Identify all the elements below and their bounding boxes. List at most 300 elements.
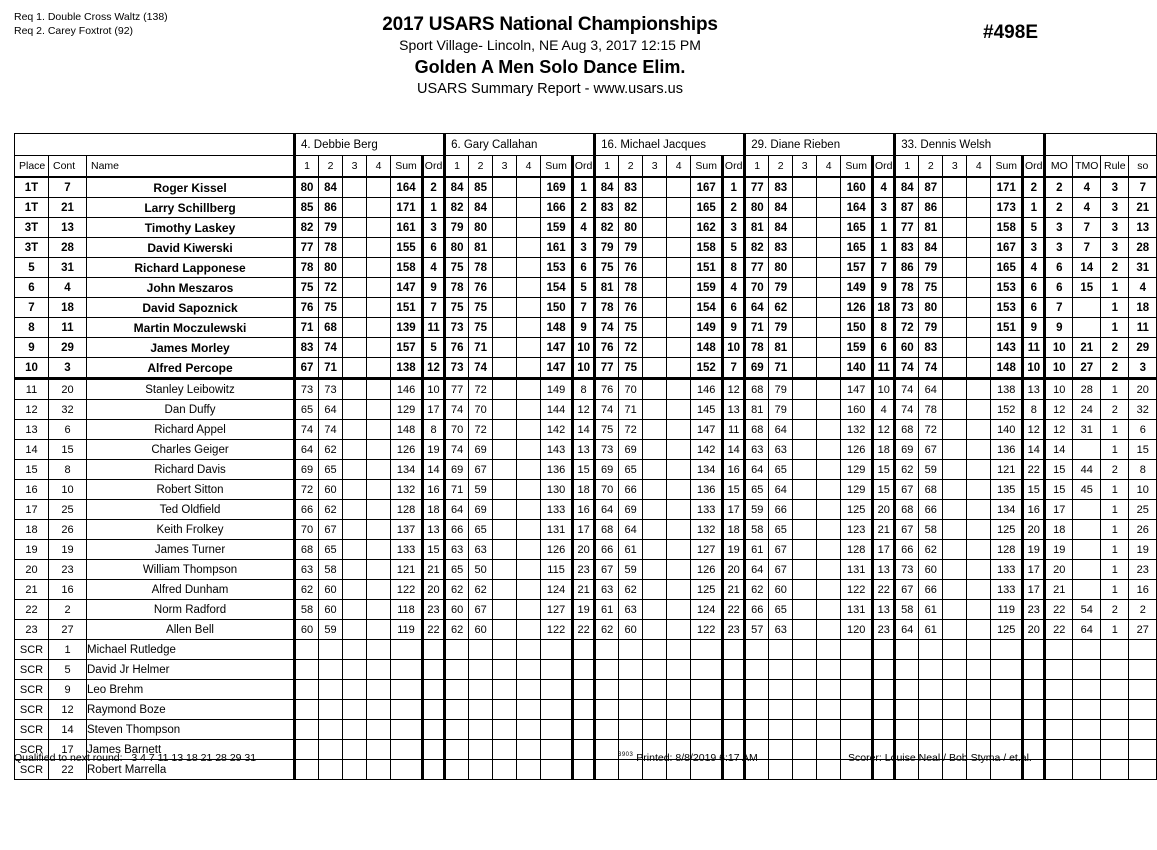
cell-tmo: 64 (1073, 620, 1101, 640)
cell-skater-name: Dan Duffy (87, 400, 295, 420)
cell-j4-4 (817, 760, 841, 780)
cell-j4-sum: 123 (841, 520, 873, 540)
cell-j3-3 (643, 680, 667, 700)
cell-j5-sum (991, 720, 1023, 740)
cell-j5-2: 79 (919, 258, 943, 278)
cell-j5-2: 68 (919, 480, 943, 500)
cell-j1-3 (343, 660, 367, 680)
cell-so: 4 (1129, 278, 1157, 298)
cell-j4-4 (817, 198, 841, 218)
cell-j5-1: 62 (895, 460, 919, 480)
cell-j3-ord: 21 (723, 580, 745, 600)
cell-j3-2: 60 (619, 620, 643, 640)
cell-cont: 17 (49, 740, 87, 760)
cell-j3-4 (667, 500, 691, 520)
cell-j5-3 (943, 540, 967, 560)
cell-cont: 13 (49, 218, 87, 238)
cell-j4-3 (793, 338, 817, 358)
cell-j3-1: 62 (595, 620, 619, 640)
cell-so: 8 (1129, 460, 1157, 480)
cell-j5-4 (967, 258, 991, 278)
cell-cont: 29 (49, 338, 87, 358)
cell-j4-3 (793, 560, 817, 580)
cell-j5-sum: 167 (991, 238, 1023, 258)
cell-j1-4 (367, 600, 391, 620)
cell-j2-3 (493, 720, 517, 740)
cell-j1-ord: 2 (423, 177, 445, 198)
cell-j3-1: 69 (595, 460, 619, 480)
cell-j4-1 (745, 640, 769, 660)
cell-j1-sum: 139 (391, 318, 423, 338)
cell-j1-ord: 7 (423, 298, 445, 318)
cell-j2-sum: 149 (541, 379, 573, 400)
cell-j5-ord: 12 (1023, 420, 1045, 440)
table-row (15, 560, 1157, 580)
cell-j5-1 (895, 660, 919, 680)
cell-j3-sum: 136 (691, 480, 723, 500)
cell-j5-sum: 133 (991, 560, 1023, 580)
cell-j5-sum: 151 (991, 318, 1023, 338)
cell-j5-4 (967, 400, 991, 420)
cell-j3-1 (595, 640, 619, 660)
cell-j5-2: 66 (919, 580, 943, 600)
cell-j1-2: 78 (319, 238, 343, 258)
cell-j1-sum: 171 (391, 198, 423, 218)
cell-j5-4 (967, 700, 991, 720)
cell-j1-4 (367, 298, 391, 318)
cell-j2-ord: 20 (573, 540, 595, 560)
cell-skater-name: Allen Bell (87, 620, 295, 640)
cell-j2-4 (517, 258, 541, 278)
cell-j4-ord: 20 (873, 500, 895, 520)
cell-j4-1: 78 (745, 338, 769, 358)
cell-j4-sum: 122 (841, 580, 873, 600)
column-header-j2-3: 3 (493, 156, 517, 178)
cell-j1-1: 71 (295, 318, 319, 338)
cell-j5-1 (895, 640, 919, 660)
cell-j3-2 (619, 700, 643, 720)
column-header-j3-ord: Ord (723, 156, 745, 178)
cell-tmo (1073, 640, 1101, 660)
cell-tmo (1073, 560, 1101, 580)
cell-j4-3 (793, 460, 817, 480)
cell-skater-name: David Sapoznick (87, 298, 295, 318)
cell-tmo: 7 (1073, 238, 1101, 258)
cell-so: 10 (1129, 480, 1157, 500)
cell-skater-name: Martin Moczulewski (87, 318, 295, 338)
cell-rule (1101, 720, 1129, 740)
cell-j2-4 (517, 177, 541, 198)
cell-j5-4 (967, 720, 991, 740)
table-row (15, 177, 1157, 198)
cell-j4-ord: 8 (873, 318, 895, 338)
cell-j5-3 (943, 520, 967, 540)
cell-j1-sum: 155 (391, 238, 423, 258)
cell-j5-1: 64 (895, 620, 919, 640)
cell-skater-name: Steven Thompson (87, 720, 295, 740)
cell-j4-sum: 140 (841, 358, 873, 379)
cell-cont: 27 (49, 620, 87, 640)
cell-j1-4 (367, 660, 391, 680)
cell-cont: 26 (49, 520, 87, 540)
cell-j1-sum (391, 740, 423, 760)
cell-j4-ord (873, 660, 895, 680)
cell-j5-2: 83 (919, 338, 943, 358)
cell-j3-1: 79 (595, 238, 619, 258)
cell-j1-1: 67 (295, 358, 319, 379)
cell-j3-4 (667, 177, 691, 198)
cell-j1-1: 58 (295, 600, 319, 620)
cell-j1-ord: 4 (423, 258, 445, 278)
cell-j5-2 (919, 640, 943, 660)
cell-j4-1: 77 (745, 258, 769, 278)
cell-j2-3 (493, 198, 517, 218)
cell-j1-4 (367, 338, 391, 358)
cell-j3-4 (667, 338, 691, 358)
cell-j5-1: 78 (895, 278, 919, 298)
cell-rule: 1 (1101, 420, 1129, 440)
cell-mo: 21 (1045, 580, 1073, 600)
cell-j3-sum: 159 (691, 278, 723, 298)
cell-j1-ord (423, 760, 445, 780)
cell-j2-1: 79 (445, 218, 469, 238)
cell-j1-ord: 21 (423, 560, 445, 580)
cell-j3-4 (667, 400, 691, 420)
cell-mo: 15 (1045, 480, 1073, 500)
cell-j5-3 (943, 720, 967, 740)
cell-j4-1: 81 (745, 400, 769, 420)
cell-j5-4 (967, 358, 991, 379)
cell-j2-2: 75 (469, 318, 493, 338)
cell-place: SCR (15, 760, 49, 780)
cell-j1-2: 68 (319, 318, 343, 338)
cell-j4-4 (817, 258, 841, 278)
judge-name-2: 6. Gary Callahan (445, 134, 595, 156)
cell-j3-1: 78 (595, 298, 619, 318)
cell-j3-2: 64 (619, 520, 643, 540)
cell-j2-1: 84 (445, 177, 469, 198)
cell-j3-4 (667, 660, 691, 680)
report-header (0, 0, 1100, 118)
cell-tmo: 15 (1073, 278, 1101, 298)
cell-j2-sum: 130 (541, 480, 573, 500)
cell-j1-2: 64 (319, 400, 343, 420)
cell-j5-1: 69 (895, 440, 919, 460)
cell-j3-3 (643, 700, 667, 720)
cell-cont: 16 (49, 580, 87, 600)
cell-j3-1: 68 (595, 520, 619, 540)
cell-j4-4 (817, 338, 841, 358)
cell-tmo (1073, 298, 1101, 318)
cell-j1-3 (343, 620, 367, 640)
cell-j1-ord: 15 (423, 540, 445, 560)
cell-rule (1101, 740, 1129, 760)
cell-skater-name: Robert Marrella (87, 760, 295, 780)
cell-j1-2: 60 (319, 600, 343, 620)
cell-place: 13 (15, 420, 49, 440)
cell-place: 21 (15, 580, 49, 600)
cell-j2-2 (469, 700, 493, 720)
cell-j4-2: 63 (769, 620, 793, 640)
table-row (15, 700, 1157, 720)
cell-place: 1T (15, 198, 49, 218)
cell-j5-ord: 13 (1023, 379, 1045, 400)
cell-j1-2: 75 (319, 298, 343, 318)
cell-j5-1: 73 (895, 560, 919, 580)
cell-j3-ord: 20 (723, 560, 745, 580)
cell-j4-1: 64 (745, 298, 769, 318)
cell-j2-4 (517, 600, 541, 620)
cell-j3-3 (643, 177, 667, 198)
cell-j3-3 (643, 560, 667, 580)
cell-j1-4 (367, 358, 391, 379)
cell-j5-2: 72 (919, 420, 943, 440)
cell-j3-2 (619, 660, 643, 680)
table-row (15, 680, 1157, 700)
cell-j2-4 (517, 760, 541, 780)
cell-j4-2: 60 (769, 580, 793, 600)
cell-tmo: 7 (1073, 218, 1101, 238)
cell-j1-4 (367, 238, 391, 258)
cell-mo: 12 (1045, 400, 1073, 420)
cell-j1-sum: 148 (391, 420, 423, 440)
cell-j4-3 (793, 198, 817, 218)
cell-j3-1: 75 (595, 420, 619, 440)
cell-j2-sum: 143 (541, 440, 573, 460)
cell-j4-4 (817, 318, 841, 338)
cell-mo (1045, 760, 1073, 780)
cell-j4-ord: 18 (873, 298, 895, 318)
cell-j3-3 (643, 338, 667, 358)
cell-so (1129, 700, 1157, 720)
cell-j2-ord (573, 720, 595, 740)
cell-j3-sum: 165 (691, 198, 723, 218)
cell-j4-sum (841, 700, 873, 720)
cell-j1-ord: 9 (423, 278, 445, 298)
cell-j4-3 (793, 660, 817, 680)
cell-j1-1 (295, 700, 319, 720)
cell-j2-4 (517, 400, 541, 420)
cell-j4-sum: 129 (841, 460, 873, 480)
cell-cont: 25 (49, 500, 87, 520)
cell-j1-3 (343, 540, 367, 560)
cell-j2-1 (445, 760, 469, 780)
cell-j3-2: 61 (619, 540, 643, 560)
cell-j5-3 (943, 460, 967, 480)
cell-mo (1045, 660, 1073, 680)
cell-j5-4 (967, 640, 991, 660)
cell-j3-sum: 151 (691, 258, 723, 278)
cell-j3-4 (667, 700, 691, 720)
cell-j1-sum: 138 (391, 358, 423, 379)
cell-j5-4 (967, 318, 991, 338)
cell-j5-4 (967, 420, 991, 440)
table-row (15, 600, 1157, 620)
cell-j1-ord (423, 640, 445, 660)
cell-mo: 17 (1045, 500, 1073, 520)
cell-so: 13 (1129, 218, 1157, 238)
cell-j4-ord: 13 (873, 560, 895, 580)
cell-rule: 1 (1101, 298, 1129, 318)
cell-j2-4 (517, 278, 541, 298)
cell-j1-ord (423, 700, 445, 720)
cell-j2-ord: 1 (573, 177, 595, 198)
cell-j4-3 (793, 379, 817, 400)
cell-j5-4 (967, 540, 991, 560)
cell-mo: 3 (1045, 218, 1073, 238)
cell-j1-4 (367, 760, 391, 780)
cell-place: 15 (15, 460, 49, 480)
cell-mo: 6 (1045, 278, 1073, 298)
cell-skater-name: Ted Oldfield (87, 500, 295, 520)
cell-j3-2 (619, 720, 643, 740)
cell-j4-1: 81 (745, 218, 769, 238)
cell-j5-sum: 136 (991, 440, 1023, 460)
cell-j4-3 (793, 540, 817, 560)
cell-j4-sum: 164 (841, 198, 873, 218)
cell-so: 7 (1129, 177, 1157, 198)
cell-j5-2: 62 (919, 540, 943, 560)
cell-j3-3 (643, 420, 667, 440)
cell-j2-1: 74 (445, 400, 469, 420)
cell-skater-name: Stanley Leibowitz (87, 379, 295, 400)
cell-j4-1: 59 (745, 500, 769, 520)
cell-j1-sum: 134 (391, 460, 423, 480)
cell-j2-sum: 148 (541, 318, 573, 338)
cell-j1-3 (343, 480, 367, 500)
cell-j2-ord: 16 (573, 500, 595, 520)
cell-j1-2: 65 (319, 460, 343, 480)
cell-j3-sum: 148 (691, 338, 723, 358)
cell-j4-2 (769, 760, 793, 780)
cell-j4-4 (817, 177, 841, 198)
cell-j4-ord: 22 (873, 580, 895, 600)
cell-tmo (1073, 700, 1101, 720)
cell-j3-2: 82 (619, 198, 643, 218)
cell-j3-ord: 19 (723, 540, 745, 560)
cell-j2-ord: 21 (573, 580, 595, 600)
cell-j4-sum: 129 (841, 480, 873, 500)
cell-j5-ord: 19 (1023, 540, 1045, 560)
cell-j1-sum: 121 (391, 560, 423, 580)
cell-so: 32 (1129, 400, 1157, 420)
cell-skater-name: James Morley (87, 338, 295, 358)
cell-j5-ord: 4 (1023, 258, 1045, 278)
cell-j1-1: 83 (295, 338, 319, 358)
cell-place: SCR (15, 680, 49, 700)
cell-j3-3 (643, 379, 667, 400)
cell-j1-3 (343, 420, 367, 440)
cell-j5-ord: 3 (1023, 238, 1045, 258)
cell-j2-4 (517, 480, 541, 500)
cell-j4-2: 81 (769, 338, 793, 358)
cell-j3-4 (667, 600, 691, 620)
cell-j5-3 (943, 600, 967, 620)
column-header-j3-sum: Sum (691, 156, 723, 178)
cell-rule: 1 (1101, 278, 1129, 298)
cell-rule: 1 (1101, 480, 1129, 500)
cell-j3-sum: 152 (691, 358, 723, 379)
cell-j2-1: 62 (445, 580, 469, 600)
cell-j1-ord: 10 (423, 379, 445, 400)
cell-place: 3T (15, 238, 49, 258)
cell-j2-1: 74 (445, 440, 469, 460)
cell-tmo: 4 (1073, 198, 1101, 218)
cell-j1-sum (391, 680, 423, 700)
cell-j2-4 (517, 338, 541, 358)
cell-j4-4 (817, 500, 841, 520)
cell-j1-2: 65 (319, 540, 343, 560)
cell-j1-sum: 137 (391, 520, 423, 540)
cell-skater-name: Raymond Boze (87, 700, 295, 720)
cell-mo: 18 (1045, 520, 1073, 540)
cell-j5-2: 80 (919, 298, 943, 318)
cell-j2-3 (493, 540, 517, 560)
cell-j1-1 (295, 740, 319, 760)
cell-j4-2 (769, 680, 793, 700)
cell-j4-1: 68 (745, 379, 769, 400)
cell-j5-3 (943, 379, 967, 400)
table-row (15, 540, 1157, 560)
cell-j5-3 (943, 560, 967, 580)
cell-j1-2: 84 (319, 177, 343, 198)
cell-j1-3 (343, 740, 367, 760)
cell-j1-ord: 11 (423, 318, 445, 338)
cell-j3-1 (595, 660, 619, 680)
cell-tmo: 28 (1073, 379, 1101, 400)
cell-j1-2: 60 (319, 580, 343, 600)
cell-j2-sum: 154 (541, 278, 573, 298)
cell-j5-sum: 128 (991, 540, 1023, 560)
cell-j2-4 (517, 379, 541, 400)
cell-j4-sum: 160 (841, 177, 873, 198)
cell-j3-ord: 12 (723, 379, 745, 400)
cell-j4-2: 65 (769, 460, 793, 480)
cell-j1-2: 86 (319, 198, 343, 218)
scorer-credit: Scorer: Louise Neal / Bob Styma / et.al. (848, 752, 1032, 764)
column-header-j5-2: 2 (919, 156, 943, 178)
cell-j4-sum: 160 (841, 400, 873, 420)
cell-mo: 2 (1045, 177, 1073, 198)
table-row (15, 640, 1157, 660)
cell-j5-4 (967, 580, 991, 600)
cell-j5-ord: 10 (1023, 358, 1045, 379)
cell-place: 22 (15, 600, 49, 620)
cell-j5-2: 87 (919, 177, 943, 198)
cell-j4-2: 79 (769, 318, 793, 338)
cell-j2-2: 50 (469, 560, 493, 580)
cell-j2-4 (517, 460, 541, 480)
cell-j3-4 (667, 318, 691, 338)
cell-j5-1: 73 (895, 298, 919, 318)
cell-j3-1 (595, 740, 619, 760)
table-row (15, 218, 1157, 238)
cell-j3-sum: 125 (691, 580, 723, 600)
cell-j4-4 (817, 298, 841, 318)
cell-j2-3 (493, 379, 517, 400)
cell-j4-2: 79 (769, 379, 793, 400)
cell-j3-2: 66 (619, 480, 643, 500)
cell-j2-ord (573, 660, 595, 680)
cell-j1-4 (367, 400, 391, 420)
cell-j3-1: 64 (595, 500, 619, 520)
cell-j4-4 (817, 680, 841, 700)
cell-j3-sum (691, 660, 723, 680)
cell-rule (1101, 640, 1129, 660)
printed-stamp (618, 752, 758, 764)
cell-cont: 4 (49, 278, 87, 298)
judge-band-tail-spacer (1045, 134, 1157, 156)
